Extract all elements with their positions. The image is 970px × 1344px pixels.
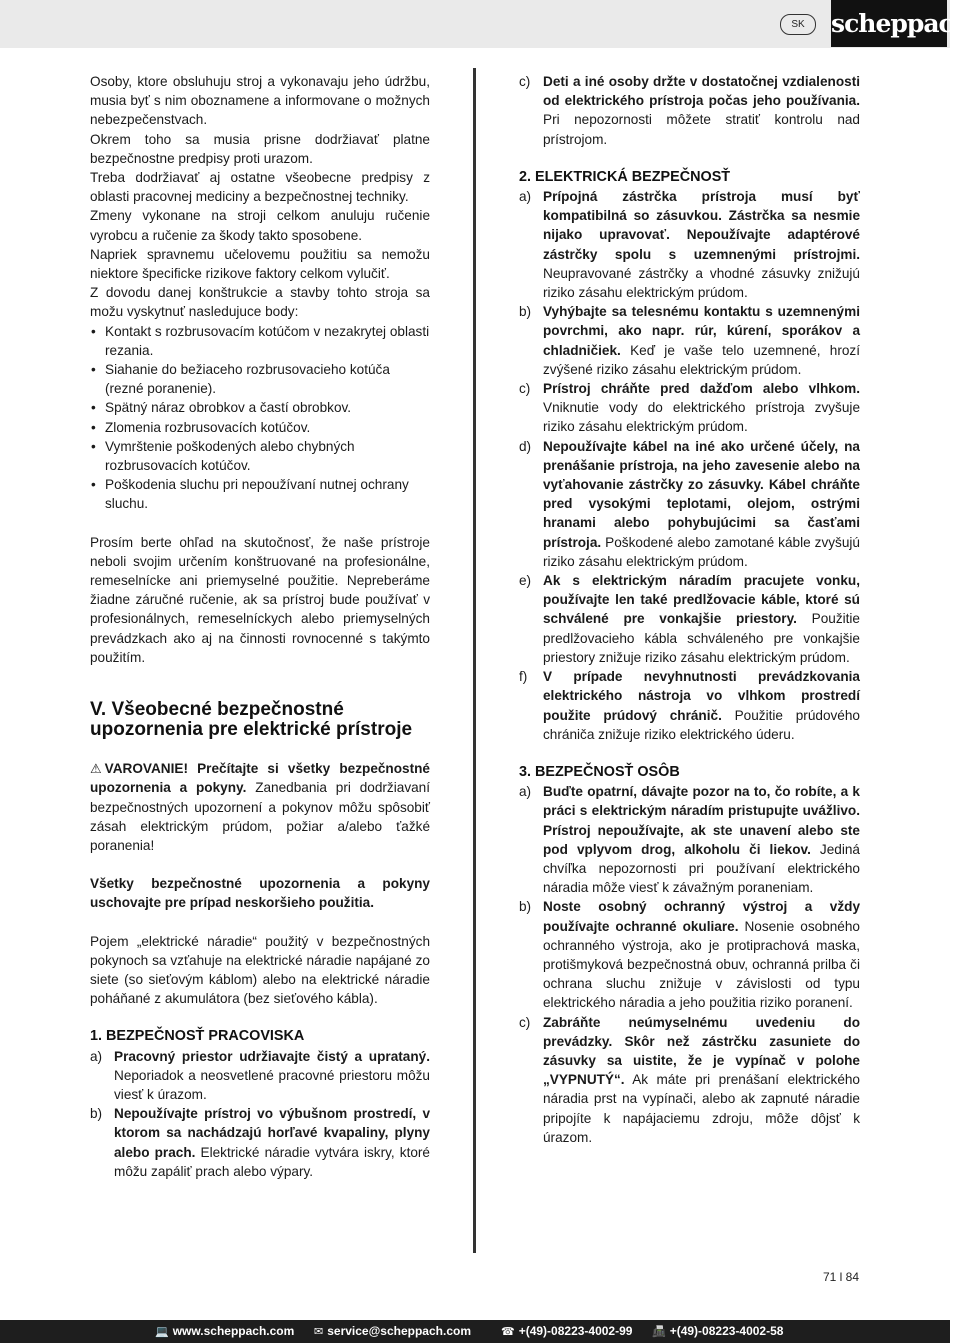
footer-bar xyxy=(0,1320,950,1343)
right-column xyxy=(519,72,860,1147)
footer-email[interactable]: ✉ service@scheppach.com xyxy=(314,1320,471,1344)
list-item: • Vymrštenie poškodených alebo chybných rozbrusovacích kotúčov. xyxy=(90,437,430,475)
computer-icon: 💻 xyxy=(155,1326,169,1338)
list-item: b) Vyhýbajte sa telesnému kontaktu s uzemnenými povrchmi, ako napr. rúr, kúrení, sporákov a chladničiek. Keď je vaše telo uzemnené, hrozí zvýšené riziko zásahu elektrickým prúdom. xyxy=(519,304,860,377)
language-badge: SK xyxy=(780,14,816,35)
list-item: • Spätný náraz obrobkov a častí obrobkov. xyxy=(90,398,430,417)
warning-triangle-icon: ⚠ xyxy=(90,761,102,777)
list-item: • Poškodenia sluchu pri nepoužívaní nutnej ochrany sluchu. xyxy=(90,475,430,513)
mail-icon: ✉ xyxy=(314,1326,324,1338)
brand-logo: scheppach xyxy=(831,0,947,47)
list-item: b) Nepoužívajte prístroj vo výbušnom prostredí, v ktorom sa nachádzajú horľavé kvapaliny, plyny alebo prach. Elektrické náradie vytvára iskry, ktoré môžu zapáliť prach alebo výpary. xyxy=(90,1106,430,1179)
left-column xyxy=(90,72,430,1181)
personal-heading: 3. BEZPEČNOSŤ OSÔB xyxy=(519,763,680,780)
warning-paragraph: ⚠ VAROVANIE! Prečítajte si všetky bezpečnostné upozornenia a pokyny. Zanedbania pri dodržiavaní bezpečnostných upozornení a pokynov môžu spôsobiť zásah elektrickým prúdom, požiar a/alebo ťažké poranenia! xyxy=(90,761,431,853)
section-title: V. Všeobecné bezpečnostné upozornenia pre elektrické prístroje xyxy=(90,699,413,741)
list-item: d) Nepoužívajte kábel na iné ako určené účely, na prenášanie prístroja, na jeho zavesenie alebo na vyťahovanie zástrčky zo zásuvky. Kábel chráňte pred vysokými teplotami, olejom, ostrými hranami alebo pohybujúcimi sa časťami prístroja. Poškodené alebo zamotané káble zvyšujú riziko zásahu elektrickým prúdom. xyxy=(519,438,860,569)
definition-paragraph: Pojem „elektrické náradie“ použitý v bezpečnostných pokynoch sa vzťahuje na elektrické náradie napájané zo siete (so sieťovým káblom) alebo na elektrické náradie poháňané z akumulátora (bez sieťového kábla). xyxy=(90,933,430,1007)
phone-icon: ☎ xyxy=(501,1326,515,1338)
footer-phone: ☎ +(49)-08223-4002-99 xyxy=(501,1320,632,1344)
column-divider xyxy=(473,68,476,1253)
keep-instructions: Všetky bezpečnostné upozornenia a pokyny uschovajte pre prípad neskoršieho použitia. xyxy=(90,876,430,911)
list-item: • Siahanie do bežiaceho rozbrusovacieho kotúča (rezné poranenie). xyxy=(90,360,430,398)
list-item: a) Pracovný priestor udržiavajte čistý a uprataný. Neporiadok a neosvetlené pracovné priestoru môžu viesť k úrazom. xyxy=(90,1048,430,1102)
fax-icon: 📠 xyxy=(652,1326,666,1338)
list-item: a) Prípojná zástrčka prístroja musí byť kompatibilná so zásuvkou. Zástrčka sa nesmie nijako upravovať. Nepoužívajte adaptérové zástrčky spolu s uzemnenými prístrojmi. Neupravované zástrčky a vhodné zásuvky znižujú riziko zásahu elektrickým prúdom. xyxy=(519,189,860,301)
list-item: a) Buďte opatrní, dávajte pozor na to, čo robíte, a k práci s elektrickým náradím pristupujte uvážlivo. Prístroj nepoužívajte, ak ste unavení alebo ste pod vplyvom drog, alkoholu či liekov. Jediná chvíľka nepozornosti pri používaní elektrického náradia môže viesť k závažným poraneniam. xyxy=(519,784,860,896)
list-item: c) Deti a iné osoby držte v dostatočnej vzdialenosti od elektrického prístroja počas jeho používania. Pri nepozornosti môžete stratiť kontrolu nad prístrojom. xyxy=(519,74,860,147)
risk-list xyxy=(90,322,430,514)
page-number: 71 l 84 xyxy=(823,1270,860,1284)
workplace-heading: 1. BEZPEČNOSŤ PRACOVISKA xyxy=(90,1028,305,1045)
header-bar xyxy=(0,0,970,48)
footer-fax: 📠 +(49)-08223-4002-58 xyxy=(652,1320,783,1344)
list-item: c) Prístroj chráňte pred dažďom alebo vlhkom. Vniknutie vody do elektrického prístroja zvyšuje riziko zásahu elektrickým prúdom. xyxy=(519,381,860,435)
list-item: • Kontakt s rozbrusovacím kotúčom v nezakrytej oblasti rezania. xyxy=(90,322,430,360)
list-item: f) V prípade nevyhnutnosti prevádzkovania elektrického nástroja vo vlhkom prostredí použite prúdový chránič. Použitie prúdového chrániča znižuje riziko elektrického úderu. xyxy=(519,669,860,742)
footer-website[interactable]: 💻 www.scheppach.com xyxy=(155,1320,294,1344)
usage-notice: Prosím berte ohľad na skutočnosť, že naše prístroje neboli svojim určením konštruované na profesionálne, remeselnícke ani priemyselné použitie. Nepreberáme žiadne záručné ručenie, ak sa prístroj bude používať v profesionálnych, remeselníckych alebo priemyselných prevádzkach ako aj na činnosti rovnocenné s takýmto použitím. xyxy=(90,534,430,665)
list-item: e) Ak s elektrickým náradím pracujete vonku, používajte len také predlžovacie káble, ktoré sú schválené pre vonkajšie priestory. Použitie predlžovacieho kábla schváleného pre vonkajšie priestory znižuje riziko zásahu elektrickým prúdom. xyxy=(519,573,860,665)
list-item: c) Zabráňte neúmyselnému uvedeniu do prevádzky. Skôr než zástrčku zasuniete do zásuvky sa uistite, že je vypínač v polohe „VYPNUTÝ“. Ak máte pri prenášaní elektrického náradia prst na vypínači, alebo ak zapnuté náradie pripojíte k napájaciemu zdroju, môže dôjsť k úrazom. xyxy=(519,1014,860,1145)
list-item: • Zlomenia rozbrusovacích kotúčov. xyxy=(90,418,430,437)
intro-paragraph: Osoby, ktore obsluhuju stroj a vykonavaju jeho údržbu, musia byť s nim oboznamene a informovane o možnych nebezpečenstvach. Okrem toho sa musia prisne dodržiavať platne bezpečnostne predpisy proti urazom. Treba dodržiavať aj ostatne všeobecne predpisy z oblasti pracovnej mediciny a bezpečnostnej techniky. Zmeny vykonane na stroji celkom anuluju ručenie vyrobcu a ručenie za škody takto sposobene. Napriek spravnemu učelovemu použitiu sa nemožu niektore špecificke rizikove faktory celkom vylučiť. Z dovodu danej konštrukcie a stavby tohto stroja sa možu vyskytnuť nasledujuce body: xyxy=(90,74,430,320)
electrical-heading: 2. ELEKTRICKÁ BEZPEČNOSŤ xyxy=(519,168,731,185)
list-item: b) Noste osobný ochranný výstroj a vždy používajte ochranné okuliare. Nosenie osobného ochranného výstroja, ako je protiprachová maska, protišmyková bezpečnostná obuv, ochranná prilba či ochrana sluchu znižuje v závislosti od typu elektrického náradia a jeho použitia riziko poranení. xyxy=(519,899,860,1011)
